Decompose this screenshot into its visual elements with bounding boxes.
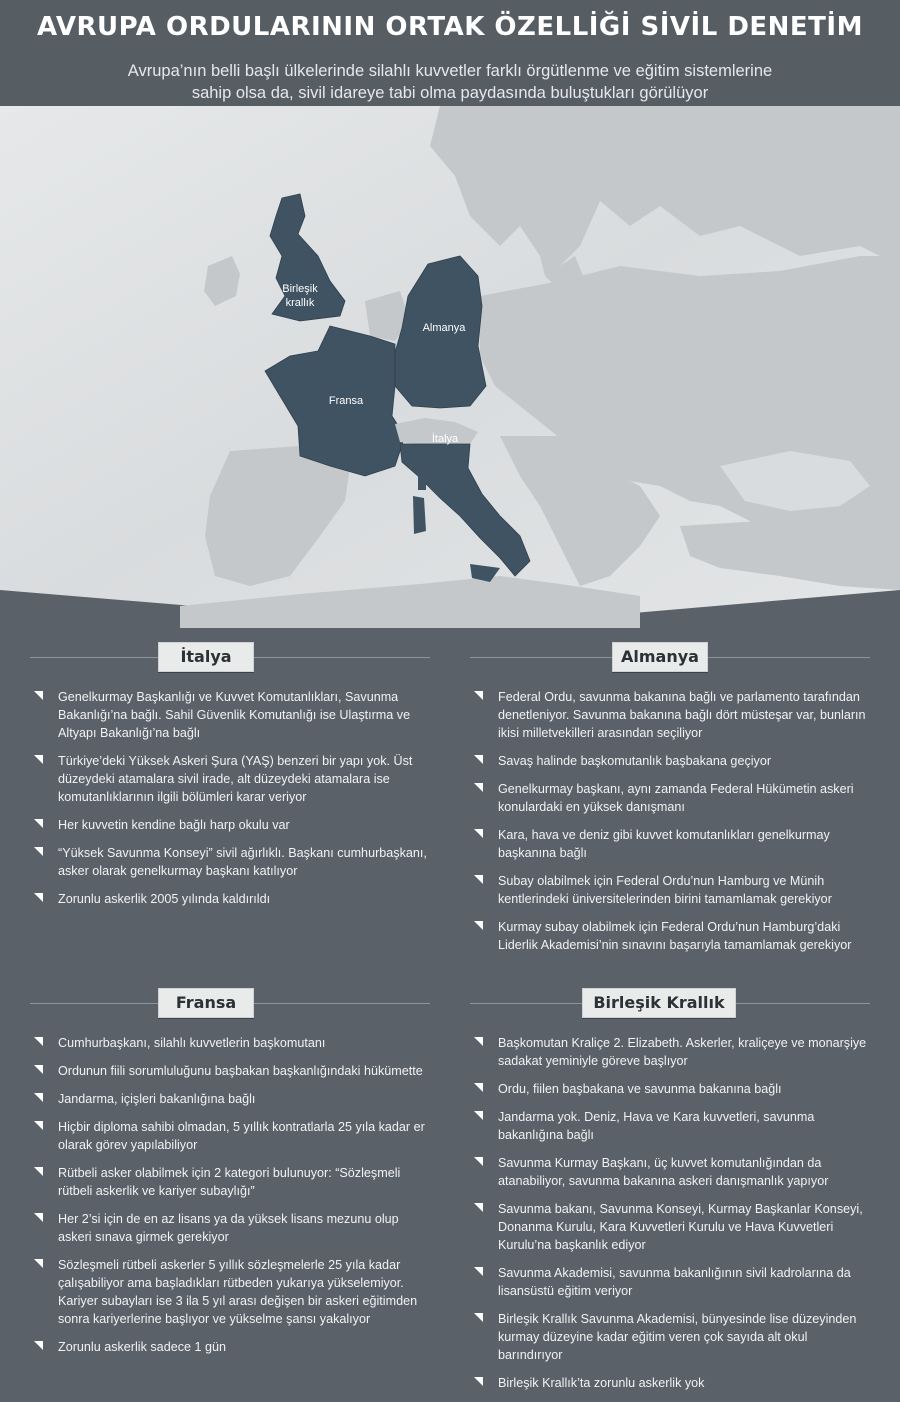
list-item: Cumhurbaşkanı, silahlı kuvvetlerin başkomutanı [34,1034,434,1052]
list-item: Savunma Akademisi, savunma bakanlığının sivil kadrolarına da lisansüstü eğitim veriyor [474,1264,874,1300]
list-item: Genelkurmay Başkanlığı ve Kuvvet Komutanlıkları, Savunma Bakanlığı’na bağlı. Sahil Güvenlik Komutanlığı ise Ulaştırma ve Altyapı Bakanlığı’na bağlı [34,688,444,742]
bullet-triangle-icon [34,1213,43,1222]
list-item: Genelkurmay başkanı, aynı zamanda Federal Hükümetin askeri konulardaki en yüksek danışmanı [474,780,874,816]
list-item: Savunma Kurmay Başkanı, üç kuvvet komutanlığından da atanabiliyor, savunma bakanına askeri danışmanlık yapıyor [474,1154,874,1190]
bullet-triangle-icon [34,819,43,828]
list-item: Subay olabilmek için Federal Ordu’nun Hamburg ve Münih kentlerindeki üniversitelerinden birini tamamlamak gerekiyor [474,872,874,908]
bullet-triangle-icon [474,1203,483,1212]
bullet-triangle-icon [474,829,483,838]
map-corsica [418,474,426,490]
list-item: Jandarma yok. Deniz, Hava ve Kara kuvvetleri, savunma bakanlığına bağlı [474,1108,874,1144]
germany-section-title: Almanya [612,642,708,672]
list-item: Savunma bakanı, Savunma Konseyi, Kurmay Başkanlar Konseyi, Donanma Kurulu, Kara Kuvvetleri Kurulu ve Hava Kuvvetleri Kurulu’na başkanlık ediyor [474,1200,874,1254]
list-item: Türkiye’deki Yüksek Askeri Şura (YAŞ) benzeri bir yapı yok. Üst düzeydeki atamalara sivil irade, alt düzeydeki atamalara ise komutanlıklarının ilgili bölümleri karar veriyor [34,752,444,806]
list-item: “Yüksek Savunma Konseyi” sivil ağırlıklı. Başkanı cumhurbaşkanı, asker olarak genelkurmay başkanı katılıyor [34,844,444,880]
germany-list [474,688,874,964]
bullet-triangle-icon [474,755,483,764]
list-item: Her kuvvetin kendine bağlı harp okulu var [34,816,444,834]
italy-list [34,688,444,918]
map-svg [0,106,900,628]
list-item: Kurmay subay olabilmek için Federal Ordu’nun Hamburg’daki Liderlik Akademisi’nin sınavını başarıyla tamamlamak gerekiyor [474,918,874,954]
bullet-triangle-icon [474,1037,483,1046]
bullet-triangle-icon [474,1267,483,1276]
subtitle-line-2: sahip olsa da, sivil idareye tabi olma paydasında buluştukları görülüyor [191,84,709,102]
list-item: Başkomutan Kraliçe 2. Elizabeth. Askerler, kraliçeye ve monarşiye sadakat yeminiyle göreve başlıyor [474,1034,874,1070]
uk-list [474,1034,874,1402]
list-item: Ordunun fiili sorumluluğunu başbakan başkanlığındaki hükümette [34,1062,434,1080]
list-item: Birleşik Krallık Savunma Akademisi, bünyesinde lise düzeyinden kurmay düzeyine kadar eğitim veren çok sayıda alt okul barındırıyor [474,1310,874,1364]
bullet-triangle-icon [474,691,483,700]
list-item: Hiçbir diploma sahibi olmadan, 5 yıllık kontratlarla 25 yıla kadar er olarak görev yapılabiliyor [34,1118,434,1154]
map-sardinia [413,496,426,534]
list-item: Ordu, fiilen başbakana ve savunma bakanına bağlı [474,1080,874,1098]
list-item: Rütbeli asker olabilmek için 2 kategori bulunuyor: “Sözleşmeli rütbeli askerlik ve kariyer subaylığı” [34,1164,434,1200]
bullet-triangle-icon [34,691,43,700]
bullet-triangle-icon [34,1167,43,1176]
bullet-triangle-icon [474,921,483,930]
uk-section-title: Birleşik Krallık [582,988,736,1018]
bullet-triangle-icon [34,755,43,764]
list-item: Zorunlu askerlik 2005 yılında kaldırıldı [34,890,444,908]
bullet-triangle-icon [474,1157,483,1166]
map-label-germany: Almanya [422,322,466,334]
list-item: Her 2’si için de en az lisans ya da yüksek lisans mezunu olup askeri sınava girmek gerekiyor [34,1210,434,1246]
map-label-uk-line2: krallık [285,297,315,309]
bullet-triangle-icon [474,1377,483,1386]
bullet-triangle-icon [474,783,483,792]
list-item: Kara, hava ve deniz gibi kuvvet komutanlıkları genelkurmay başkanına bağlı [474,826,874,862]
france-list [34,1034,434,1366]
header [0,0,900,106]
bullet-triangle-icon [474,1313,483,1322]
map-label-uk-line1: Birleşik [282,283,318,295]
bullet-triangle-icon [34,893,43,902]
list-item: Savaş halinde başkomutanlık başbakana geçiyor [474,752,874,770]
subtitle-line-1: Avrupa’nın belli başlı ülkelerinde silahlı kuvvetler farklı örgütlenme ve eğitim sistemlerine [127,62,773,80]
page-title: AVRUPA ORDULARININ ORTAK ÖZELLİĞİ SİVİL DENETİM [37,12,863,42]
bullet-triangle-icon [34,1259,43,1268]
bullet-triangle-icon [34,1037,43,1046]
bullet-triangle-icon [34,847,43,856]
bullet-triangle-icon [474,875,483,884]
bullet-triangle-icon [474,1083,483,1092]
bullet-triangle-icon [474,1111,483,1120]
bullet-triangle-icon [34,1065,43,1074]
bullet-triangle-icon [34,1093,43,1102]
list-item: Zorunlu askerlik sadece 1 gün [34,1338,434,1356]
italy-section-title: İtalya [158,642,254,672]
list-item: Sözleşmeli rütbeli askerler 5 yıllık sözleşmelerle 25 yıla kadar çalışabiliyor ama başladıkları rütbeden yukarıya yükselemiyor. Kariyer subayları ise 3 ila 5 yıl arası değişen bir askeri eğitimden sonra kariyerlerine başlıyor ve yükselme şansı yakalıyor [34,1256,434,1328]
map-label-france: Fransa [328,395,364,407]
bullet-triangle-icon [34,1121,43,1130]
list-item: Birleşik Krallık’ta zorunlu askerlik yok [474,1374,874,1392]
bullet-triangle-icon [34,1341,43,1350]
france-section-title: Fransa [158,988,254,1018]
europe-map [0,106,900,628]
list-item: Federal Ordu, savunma bakanına bağlı ve parlamento tarafından denetleniyor. Savunma bakanına bağlı dört müsteşar var, bunların ikisi milletvekilleri arasından seçiliyor [474,688,874,742]
map-label-italy: İtalya [431,433,459,445]
list-item: Jandarma, içişleri bakanlığına bağlı [34,1090,434,1108]
page-subtitle [60,60,840,104]
